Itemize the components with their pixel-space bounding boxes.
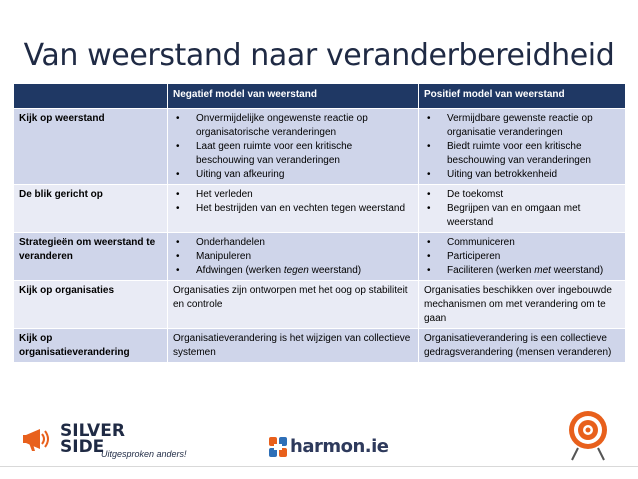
positive-cell: Organisaties beschikken over ingebouwde mechanismen om met verandering om te gaan — [419, 281, 626, 329]
megaphone-icon — [22, 425, 56, 455]
negative-cell — [168, 109, 419, 185]
header-negative-model: Negatief model van weerstand — [168, 84, 419, 109]
list-item: • Uiting van afkeuring — [173, 168, 413, 182]
positive-cell — [419, 233, 626, 281]
item-text: weerstand) — [550, 265, 604, 276]
list-item: • Biedt ruimte voor een kritische beschouwing van veranderingen — [424, 140, 620, 168]
row-label: Strategieën om weerstand te veranderen — [14, 233, 168, 281]
table-row-kijk-op-organisatieverandering — [14, 329, 626, 363]
positive-cell — [419, 185, 626, 233]
row-label: Kijk op weerstand — [14, 109, 168, 185]
list-item — [424, 264, 620, 278]
list-item: • Het bestrijden van en vechten tegen weerstand — [173, 202, 413, 216]
silverside-logo — [22, 421, 202, 461]
list-item: • Het verleden — [173, 188, 413, 202]
table-header-row — [14, 84, 626, 109]
header-empty-cell — [14, 84, 168, 109]
negative-cell: Organisaties zijn ontworpen met het oog op stabiliteit en controle — [168, 281, 419, 329]
negative-cell — [168, 233, 419, 281]
list-item: • Communiceren — [424, 236, 620, 250]
item-text: Faciliteren (werken — [447, 265, 535, 276]
negative-cell — [168, 185, 419, 233]
harmon-h-icon — [268, 436, 288, 458]
list-item: • Begrijpen van en omgaan met weerstand — [424, 202, 620, 230]
silverside-line2: SIDE — [60, 437, 105, 457]
table-row-strategieen — [14, 233, 626, 281]
list-item: • Onvermijdelijke ongewenste reactie op organisatorische veranderingen — [173, 112, 413, 140]
list-item: • De toekomst — [424, 188, 620, 202]
list-item: • Laat geen ruimte voor een kritische beschouwing van veranderingen — [173, 140, 413, 168]
item-text: Afdwingen (werken — [196, 265, 284, 276]
emphasis-text: tegen — [283, 265, 309, 276]
list-item: • Onderhandelen — [173, 236, 413, 250]
target-icon — [566, 410, 610, 462]
harmon-logo — [268, 434, 388, 462]
footer-divider — [0, 466, 638, 467]
positive-cell: Organisatieverandering is een collectieve gedragsverandering (mensen veranderen) — [419, 329, 626, 363]
header-positive-model: Positief model van weerstand — [419, 84, 626, 109]
row-label: Kijk op organisaties — [14, 281, 168, 329]
slide-title: Van weerstand naar veranderbereidheid — [23, 38, 615, 73]
emphasis-text: met — [534, 265, 551, 276]
table-row-kijk-op-organisaties — [14, 281, 626, 329]
harmon-wordmark: harmon.ie — [290, 436, 389, 457]
comparison-table — [13, 83, 626, 363]
positive-cell — [419, 109, 626, 185]
table-row-blik-gericht-op — [14, 185, 626, 233]
row-label: De blik gericht op — [14, 185, 168, 233]
negative-cell: Organisatieverandering is het wijzigen van collectieve systemen — [168, 329, 419, 363]
silverside-tagline: Uitgesproken anders! — [101, 449, 187, 459]
list-item: • Vermijdbare gewenste reactie op organisatie veranderingen — [424, 112, 620, 140]
table-row-kijk-op-weerstand — [14, 109, 626, 185]
silverside-line1: SILVER — [60, 421, 125, 441]
row-label: Kijk op organisatieverandering — [14, 329, 168, 363]
list-item — [173, 264, 413, 278]
list-item: • Manipuleren — [173, 250, 413, 264]
list-item: • Participeren — [424, 250, 620, 264]
list-item: • Uiting van betrokkenheid — [424, 168, 620, 182]
item-text: weerstand) — [308, 265, 362, 276]
